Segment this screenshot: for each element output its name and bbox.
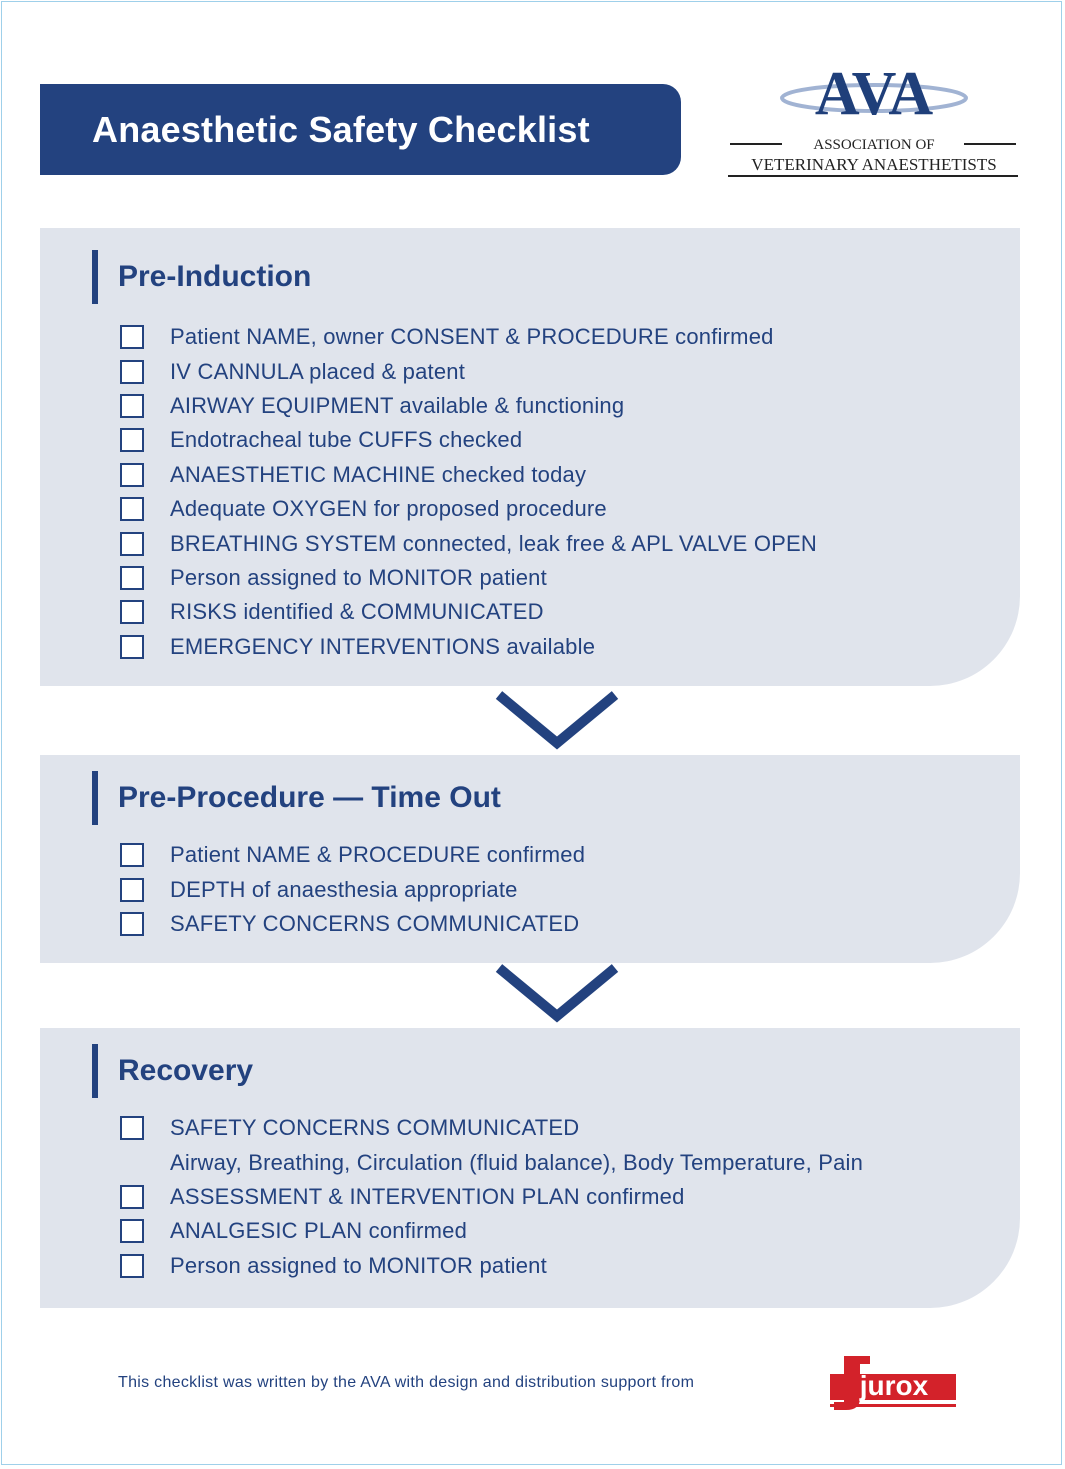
checklist-item-label: RISKS identified & COMMUNICATED	[170, 599, 544, 625]
checklist-item[interactable]	[120, 320, 817, 354]
checklist-item-label: ANAESTHETIC MACHINE checked today	[170, 461, 587, 487]
checklist-item[interactable]	[120, 492, 817, 526]
checkbox[interactable]	[120, 325, 144, 349]
section-pre-procedure	[40, 755, 1020, 963]
section-heading	[92, 1044, 253, 1098]
checklist-item[interactable]	[120, 1180, 863, 1214]
checklist-item-label: ASSESSMENT & INTERVENTION PLAN confirmed	[170, 1183, 685, 1209]
ava-logo-line1: ASSOCIATION OF	[813, 137, 935, 153]
checkbox[interactable]	[120, 497, 144, 521]
checklist-item-label: SAFETY CONCERNS COMMUNICATED	[170, 910, 580, 936]
checkbox[interactable]	[120, 912, 144, 936]
checkbox[interactable]	[120, 600, 144, 624]
checklist-item-detail	[120, 1145, 863, 1179]
checklist-item-label: Person assigned to MONITOR patient	[170, 564, 547, 590]
checklist-item-label: AIRWAY EQUIPMENT available & functioning	[170, 392, 625, 418]
chevron-down-icon	[493, 691, 621, 751]
section-heading-text: Pre-Procedure — Time Out	[118, 781, 501, 814]
section-recovery	[40, 1028, 1020, 1308]
jurox-logo	[830, 1352, 956, 1414]
section-heading	[92, 250, 311, 304]
checklist-item-label: DEPTH of anaesthesia appropriate	[170, 876, 518, 902]
page-title: Anaesthetic Safety Checklist	[92, 108, 590, 150]
checklist-item-label: Adequate OXYGEN for proposed procedure	[170, 496, 607, 522]
checkbox[interactable]	[120, 1219, 144, 1243]
checklist-item[interactable]	[120, 838, 585, 872]
section-heading-text: Recovery	[118, 1054, 254, 1087]
checklist-item[interactable]	[120, 389, 817, 423]
checklist	[120, 1111, 863, 1283]
checklist-item[interactable]	[120, 458, 817, 492]
checklist-item-label: Endotracheal tube CUFFS checked	[170, 427, 523, 453]
checklist-item[interactable]	[120, 907, 585, 941]
checkbox[interactable]	[120, 360, 144, 384]
checklist-item[interactable]	[120, 630, 817, 664]
checkbox[interactable]	[120, 1254, 144, 1278]
checklist-item[interactable]	[120, 354, 817, 388]
section-heading	[92, 771, 501, 825]
ava-logo-line2: VETERINARY ANAESTHETISTS	[751, 155, 997, 174]
chevron-down-icon	[493, 964, 621, 1024]
checklist-item-label: SAFETY CONCERNS COMMUNICATED	[170, 1115, 580, 1141]
ava-logo-monogram: AVA	[814, 60, 934, 128]
checklist-item[interactable]	[120, 595, 817, 629]
checklist-item[interactable]	[120, 1214, 863, 1248]
checklist-item[interactable]	[120, 561, 817, 595]
section-heading-text: Pre-Induction	[118, 260, 312, 293]
checkbox[interactable]	[120, 463, 144, 487]
checklist-item-detail-label: Airway, Breathing, Circulation (fluid balance), Body Temperature, Pain	[170, 1149, 864, 1175]
checklist-item[interactable]	[120, 526, 817, 560]
checklist-item-label: Patient NAME & PROCEDURE confirmed	[170, 842, 586, 868]
checklist-item-label: ANALGESIC PLAN confirmed	[170, 1218, 468, 1244]
checkbox[interactable]	[120, 635, 144, 659]
jurox-logo-text: jurox	[859, 1370, 929, 1401]
checklist-item-label: BREATHING SYSTEM connected, leak free & APL VALVE OPEN	[170, 530, 818, 556]
checklist-page	[1, 1, 1062, 1465]
checklist-item[interactable]	[120, 423, 817, 457]
checklist	[120, 838, 585, 941]
checkbox[interactable]	[120, 843, 144, 867]
checklist	[120, 320, 817, 664]
title-banner	[40, 84, 681, 175]
checkbox[interactable]	[120, 566, 144, 590]
ava-logo	[724, 52, 1022, 182]
checkbox[interactable]	[120, 394, 144, 418]
checklist-item[interactable]	[120, 1249, 863, 1283]
checklist-item-label: EMERGENCY INTERVENTIONS available	[170, 633, 596, 659]
checkbox[interactable]	[120, 878, 144, 902]
checklist-item-label: Patient NAME, owner CONSENT & PROCEDURE confirmed	[170, 324, 774, 350]
checkbox[interactable]	[120, 1185, 144, 1209]
checklist-item[interactable]	[120, 1111, 863, 1145]
checklist-item-label: Person assigned to MONITOR patient	[170, 1252, 547, 1278]
checkbox[interactable]	[120, 1116, 144, 1140]
checklist-item-label: IV CANNULA placed & patent	[170, 358, 466, 384]
checkbox[interactable]	[120, 428, 144, 452]
checkbox[interactable]	[120, 532, 144, 556]
checklist-item[interactable]	[120, 872, 585, 906]
section-pre-induction	[40, 228, 1020, 686]
footer-credit: This checklist was written by the AVA with design and distribution support from	[118, 1374, 695, 1391]
